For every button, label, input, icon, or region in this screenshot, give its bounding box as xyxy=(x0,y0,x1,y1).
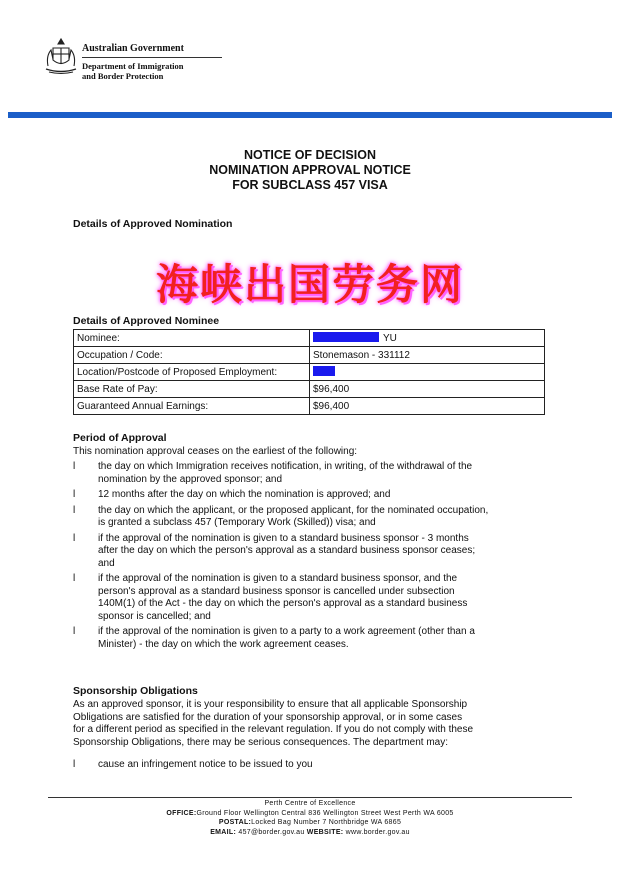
list-item-line: the day on which Immigration receives notification, in writing, of the withdrawal of the xyxy=(98,461,473,472)
postal-label: POSTAL: xyxy=(218,819,252,826)
list-item xyxy=(73,461,553,486)
row-value: $96,400 xyxy=(310,381,545,398)
list-item-line: if the approval of the nomination is given to a standard business sponsor - 3 months xyxy=(98,532,469,544)
approved-nominee-heading: Details of Approved Nominee xyxy=(73,315,220,327)
list-item-line: nomination by the approved sponsor; and xyxy=(98,473,283,485)
table-row xyxy=(74,330,545,347)
period-list xyxy=(73,461,553,653)
website-link[interactable]: www.border.gov.au xyxy=(343,828,410,836)
row-label: Occupation / Code: xyxy=(74,347,310,364)
row-label: Location/Postcode of Proposed Employment: xyxy=(74,364,310,381)
title-line-1: NOTICE OF DECISION xyxy=(244,148,376,162)
watermark-text: 海峡出国劳务网 xyxy=(155,260,464,309)
list-item xyxy=(73,759,553,772)
sponsorship-paragraph xyxy=(73,699,553,749)
header-band xyxy=(8,112,612,118)
list-item-line: person's approval as a standard business sponsor is cancelled under subsection xyxy=(98,585,455,597)
email-link[interactable]: 457@border.gov.au xyxy=(236,828,307,836)
table-row xyxy=(74,398,545,415)
list-item-line: is granted a subclass 457 (Temporary Work (Skilled)) visa; and xyxy=(98,517,376,528)
row-value: Stonemason - 331112 xyxy=(310,347,545,364)
row-value: $96,400 xyxy=(310,398,545,415)
list-item xyxy=(73,489,553,502)
redaction-box xyxy=(313,332,379,342)
list-item-line: and xyxy=(98,557,115,569)
period-heading: Period of Approval xyxy=(73,432,167,444)
office-address: Ground Floor Wellington Central 836 Wellington Street West Perth WA 6005 xyxy=(196,809,454,817)
list-item-line: the day on which the applicant, or the proposed applicant, for the nominated occupation, xyxy=(98,504,489,516)
website-label: WEBSITE: xyxy=(306,828,344,836)
approved-nomination-heading: Details of Approved Nomination xyxy=(73,218,233,230)
footer-postal xyxy=(0,818,620,828)
sponsorship-heading: Sponsorship Obligations xyxy=(73,685,198,697)
office-label: OFFICE: xyxy=(166,809,197,817)
list-item-line: 12 months after the day on which the nomination is approved; and xyxy=(98,489,391,500)
footer-centre: Perth Centre of Excellence xyxy=(264,800,356,807)
header-rule xyxy=(82,57,222,58)
list-item xyxy=(73,573,553,623)
paragraph-line: Obligations are satisfied for the duration of your sponsorship approval, or in some cases xyxy=(73,711,463,723)
paragraph-line: for a different period as specified in the relevant regulation. If you do not comply with these xyxy=(73,724,474,735)
row-value-cell xyxy=(310,364,545,381)
department-name-line-1: Department of Immigration xyxy=(82,61,184,71)
row-value-cell xyxy=(310,330,545,347)
footer xyxy=(0,799,620,837)
list-item-line: if the approval of the nomination is given to a standard business sponsor, and the xyxy=(98,573,458,584)
bullet-icon: l xyxy=(73,489,76,500)
bullet-icon: l xyxy=(73,461,76,472)
sponsorship-list xyxy=(73,759,553,774)
row-label: Nominee: xyxy=(74,330,310,347)
list-item-line: 140M(1) of the Act - the day on which the person's approval as a standard business xyxy=(98,598,468,609)
nominee-details-table xyxy=(73,329,545,415)
period-intro: This nomination approval ceases on the earliest of the following: xyxy=(73,446,358,457)
list-item-line: if the approval of the nomination is given to a party to a work agreement (other than a xyxy=(98,626,475,637)
bullet-icon: l xyxy=(73,504,76,516)
paragraph-line: Sponsorship Obligations, there may be serious consequences. The department may: xyxy=(73,736,449,748)
department-name-line-2: and Border Protection xyxy=(82,71,164,81)
footer-rule xyxy=(48,797,572,798)
title-line-2: NOMINATION APPROVAL NOTICE xyxy=(209,163,411,177)
document-title xyxy=(0,148,620,193)
list-item-line: cause an infringement notice to be issued to you xyxy=(98,759,313,770)
title-line-3: FOR SUBCLASS 457 VISA xyxy=(232,178,388,192)
row-value: YU xyxy=(383,333,397,344)
government-name: Australian Government xyxy=(82,43,184,54)
postal-address: Locked Bag Number 7 Northbridge WA 6865 xyxy=(251,819,402,826)
government-header xyxy=(82,43,222,81)
bullet-icon: l xyxy=(73,532,76,544)
redaction-box xyxy=(313,366,335,376)
row-label: Base Rate of Pay: xyxy=(74,381,310,398)
coat-of-arms-icon xyxy=(44,36,78,76)
list-item xyxy=(73,505,553,530)
footer-contact xyxy=(0,828,620,838)
table-row xyxy=(74,347,545,364)
table-row xyxy=(74,364,545,381)
list-item-line: Minister) - the day on which the work agreement ceases. xyxy=(98,638,349,650)
bullet-icon: l xyxy=(73,573,76,584)
email-label: EMAIL: xyxy=(210,828,237,836)
footer-office xyxy=(0,809,620,819)
list-item xyxy=(73,533,553,571)
list-item-line: after the day on which the person's approval as a standard business sponsor ceases; xyxy=(98,545,476,556)
list-item xyxy=(73,626,553,651)
table-row xyxy=(74,381,545,398)
bullet-icon: l xyxy=(73,759,76,770)
bullet-icon: l xyxy=(73,626,76,637)
list-item-line: sponsor is cancelled; and xyxy=(98,610,211,622)
row-label: Guaranteed Annual Earnings: xyxy=(74,398,310,415)
paragraph-line: As an approved sponsor, it is your responsibility to ensure that all applicable Sponsorship xyxy=(73,699,468,710)
